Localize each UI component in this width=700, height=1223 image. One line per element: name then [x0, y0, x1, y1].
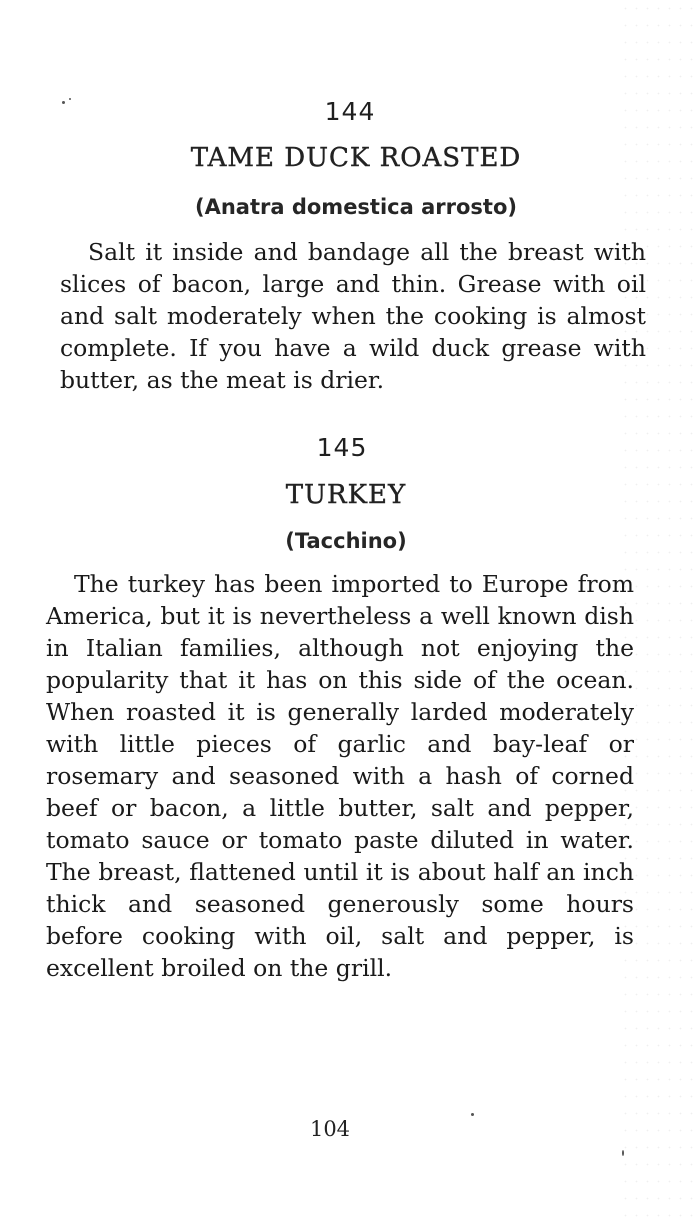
- scan-speck: [62, 101, 65, 104]
- scan-speck: [69, 98, 71, 100]
- recipe-body: [60, 236, 646, 396]
- recipe-title: TURKEY: [285, 480, 407, 510]
- page-number: 104: [309, 1117, 351, 1141]
- recipe-number: 144: [324, 97, 376, 126]
- recipe-subtitle: (Tacchino): [285, 529, 407, 553]
- recipe-body: [46, 568, 634, 984]
- recipe-title: TAME DUCK ROASTED: [190, 143, 522, 173]
- recipe-subtitle: (Anatra domestica arrosto): [195, 195, 517, 219]
- recipe-paragraph: Salt it inside and bandage all the breast with slices of bacon, large and thin. Grease with oil and salt moderately when the cooking is almost complete. If you have a wild duck grease with butter, as the meat is drier.: [60, 238, 646, 394]
- scan-speck: [622, 1150, 624, 1156]
- recipe-number: 145: [316, 433, 368, 462]
- recipe-paragraph: The turkey has been imported to Europe from America, but it is nevertheless a well known dish in Italian families, although not enjoying the popularity that it has on this side of the ocean. When roasted it is generally larded moderately with little pieces of garlic and bay-leaf or rosemary and seasoned with a hash of corned beef or bacon, a little butter, salt and pepper, tomato sauce or tomato paste diluted in water. The breast, flattened until it is about half an inch thick and seasoned generously some hours before cooking with oil, salt and pepper, is excellent broiled on the grill.: [46, 570, 634, 982]
- scan-speck: [471, 1113, 474, 1116]
